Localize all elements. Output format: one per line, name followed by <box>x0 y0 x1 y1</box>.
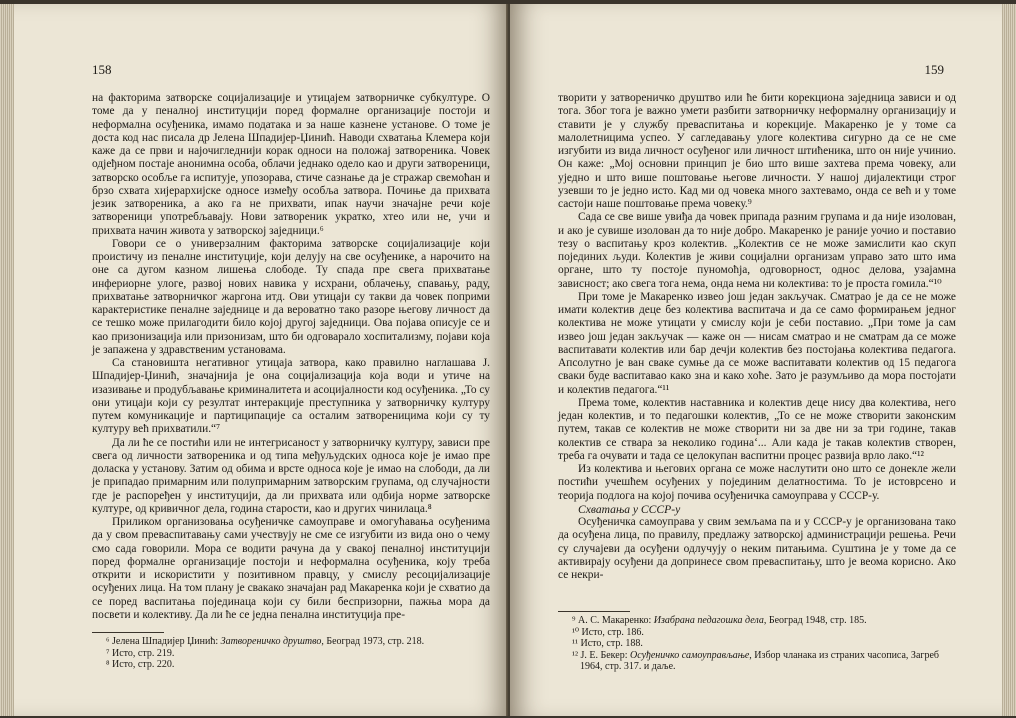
footnote: ¹⁰ Исто, стр. 186. <box>572 626 644 638</box>
left-page <box>14 4 508 716</box>
paragraph: При томе је Макаренко извео још један закључак. Сматрао је да се не може имати колектив деце без колектива васпитача и да се само формирањем једног колектива не може утицати у смислу који је себи поставио. „При томе ја сам извео још један закључак — каже он — нисам сматрао и не сматрам да се може васпитавати колектив или бар дечји колектив без постојања колектива педагога. Апсолутно је ван сваке сумње да се може васпитавати колектив од 15 педагога сваки буде васпитавао како зна и како хоће. Зато је разумљиво да мора постојати и колектив педагога.“¹¹ <box>558 290 956 396</box>
footnote: ⁶ Јелена Шпадијер Џинић: Затвореничко друштво, Београд 1973, стр. 218. <box>106 636 425 647</box>
paragraph: Са становишта негативног утицаја затвора, како правилно наглашава Ј. Шпадијер-Џинић, значајнија је она социјализација која води и утиче на изазивање и продубљавање криминалитета и асоцијалности код осуђеника. „То су они утицаји који су резултат интеракције преступника у затворничку културу путем комуникације и партиципације са осталим затвореницима који су ту културу већ прихватили.“⁷ <box>92 357 490 436</box>
footnote-rule <box>92 632 164 633</box>
footnotes <box>92 632 490 671</box>
footnote: ⁹ А. С. Макаренко: Изабрана педагошка дела, Београд 1948, стр. 185. <box>572 615 867 626</box>
page-number: 158 <box>92 62 112 77</box>
footnote: ¹² Ј. Е. Бекер: Осуђеничко самоуправљање, Избор чланака из страних часописа, Загреб 1964, стр. 317. и даље. <box>572 649 940 672</box>
paragraph: Сада се све више увиђа да човек припада разним групама и да није изолован, и ако је сувише изолован да то није добро. Макаренко је раније уочио и поставио тезу о васпитању кроз колектив. „Колектив се не може замислити као скуп појединих људи. Колектив је живи социјални организам управо зато што има органе, што ту постоје пуномоћја, одговорност, однос делова, узајамна зависност; ако свега тога нема, онда нема ни колектива: то је проста гомила.“¹⁰ <box>558 211 956 290</box>
footnote: ⁸ Исто, стр. 220. <box>106 659 175 670</box>
paragraph: творити у затвореничко друштво или ће бити корекциона заједница зависи и од тога. Због тога је важно умети разбити затворничку неформалну организацију и ставити је у службу преваспитања и корекције. Макаренко је у томе са малолетницима успео. У сагледавању улоге колектива сигурно да се не сме изгубити из вида личност осуђеног или личност штићеника, што он није учинио. Он каже: „Мој основни принцип је био што више захтева према човеку, али уједно и што више поштовање његове личности. У нашој дијалектици строг узевши то је једно исто. Кад ми од човека много захтевамо, онда се већ и у томе састоји наше поштовање према човеку.⁹ <box>558 92 956 210</box>
paragraph: Из колектива и његових органа се може наслутити оно што се донекле жели постићи учешћем осуђених у појединим делатностима. То је истоврсено и теорија подлога на којој почива осуђеничка самоуправа у СССР-у. <box>558 463 956 502</box>
footnotes <box>558 611 956 673</box>
paragraph: Према томе, колектив наставника и колектив деце нису два колектива, него један колектив, и то педагошки колектив, „То се не може створити законским путем, такав се колектив не може створити ни за две ни за три године, такав колектив се ствара за неколико година‘... Али када је такав колектив створен, треба га очувати и тада се целокупан васпитни процес развија врло лако.“¹² <box>558 396 956 462</box>
paragraph: Осуђеничка самоуправа у свим земљама па и у СССР-у је организована тако да осуђена лица, по правилу, предлажу затворској администрацији решења. Речи су случајеви да осуђени одлучују о неким питањима. Суштина је у томе да се активирају осуђени да допринесе свом преваспитању, што је веома корисно. Ако се некри- <box>558 516 956 581</box>
right-page <box>510 4 1002 716</box>
page-number: 159 <box>924 62 944 77</box>
paragraph: Говори се о универзалним факторима затворске социјализације који проистичу из пеналне институције, који делују на све осуђенике, а нарочито на оне са дугом казном лишења слободе. Ту спада пре свега прихватање инфериорне улоге, развој нових навика у исхрани, облачењу, спавању, раду, прихватање затворничког жаргона итд. Ови утицаји су такви да човек поприми карактеристике пеналне заједнице и да вероватно тако разоре његову личност да се тешко може прилагодити било којој другој заједници. Ова појава описује се и као призонизација или призонизам, што би одговарало хоспитализму, појави која је запажена у здравственим установама. <box>92 237 490 356</box>
footnote: ⁷ Исто, стр. 219. <box>106 647 175 659</box>
footnote: ¹¹ Исто, стр. 188. <box>572 638 643 649</box>
footnote-rule <box>558 611 630 612</box>
paragraph: Приликом организовања осуђеничке самоуправе и омогућавања осуђенима да у свом преваспитавању сами учествују не сме се изгубити из вида оно о чему смо сада говорили. Мора се водити рачуна да у свакој пеналној институцији поред формалне организације постоји и неформална осуђеника, коју треба открити и искористити у позитивном правцу, у смислу ресоцијализације осуђених лица. На том плану је свакако значајан рад Макаренка који је схватио да се поред васпитања појединаца који су били беспризорни, пажња мора да посвети и колективу. Да ли ће се једна пенална институција пре- <box>92 516 490 621</box>
page-edges-left <box>0 4 14 716</box>
paragraph: Да ли ће се постићи или не интегрисаност у затворничку културу, зависи пре свега од личности затвореника и од типа међуљудских односа које је имао пре доласка у установу. Затим од обима и врсте односа које је имао на слободи, да ли је припадао примарним или полупримарним затворским групама, од случајности где је распоређен у институцији, да ли прихвата или одбија норме затворске културе, од кривичног дела, година старости, као и других чинилаца.⁸ <box>92 436 490 515</box>
page-edges-right <box>1002 4 1016 716</box>
section-heading: Схватања у СССР-у <box>578 502 681 516</box>
paragraph: на факторима затворске социјализације и утицајем затворничке субкултуре. О томе да у пеналној институцији поред формалне организације постоји и неформална осуђеника, имамо података и за наше казнене установе. О томе је доста код нас писала др Јелена Шпадијер-Џинић. Наводи схватања Клемера који каже да се први и најочигледнији корак односи на положај затвореника. Човек одјеђном постаје анонимна особа, облачи једнако одело као и други затвореници, затворско особље га испитује, упозорава, стиче сазнање да је стражар свемоћан и брзо схвата хијерархијске односе између особља затвора. Почиње да прихвата језик затвореника, а ако га не прихвати, ипак научи значајне речи које затвореници употребљавају. Нови затвореник укратко, хтео или не, учи и прихвата начин живота у затворској заједници.⁶ <box>92 92 490 237</box>
body-text <box>92 92 490 622</box>
body-text <box>558 92 956 582</box>
